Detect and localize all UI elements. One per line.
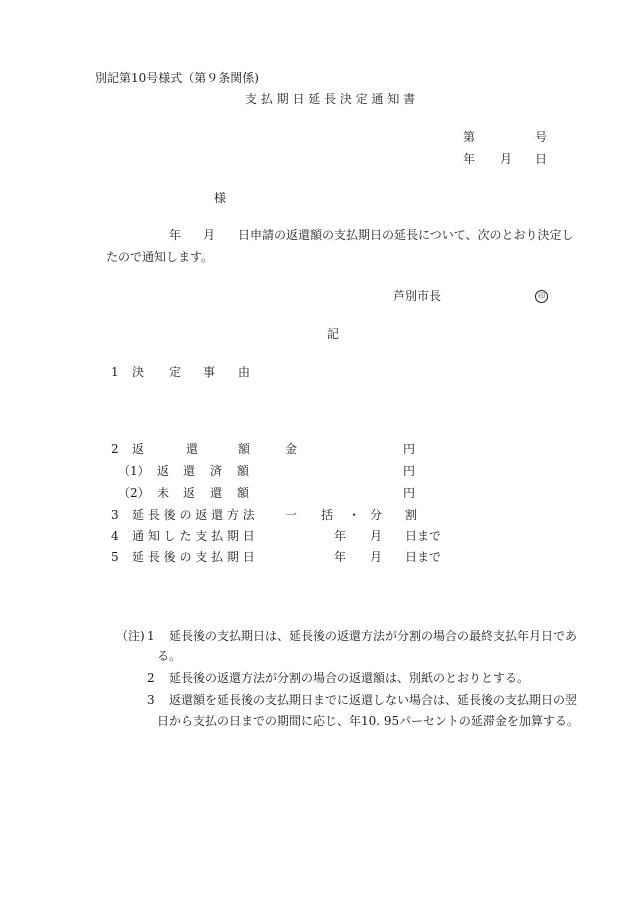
note1-number: 1 — [147, 629, 155, 643]
seal-mark: 印 — [535, 290, 548, 303]
recipient-honorific: 様 — [214, 191, 227, 205]
item2-1-char1: 返 — [157, 464, 170, 478]
item1-number: 1 — [111, 365, 119, 379]
note2-line1: 延長後の返還方法が分割の場合の返還額は、別紙のとおりとする。 — [169, 671, 530, 685]
item4-label: 通 知 し た 支 払 期 日 — [132, 529, 255, 543]
item4-until: 日まで — [405, 529, 442, 543]
item2-2-yen: 円 — [403, 486, 416, 500]
note3-line1: 返還額を延長後の支払期日までに返還しない場合は、延長後の支払期日の翌 — [169, 693, 578, 707]
document-title: 支 払 期 日 延 長 決 定 通 知 書 — [245, 92, 416, 106]
item2-2-char2: 返 — [183, 486, 196, 500]
item4-number: 4 — [111, 529, 119, 543]
item3-option-ikkatsu-1: 一 — [285, 508, 298, 522]
item2-char3: 額 — [238, 442, 251, 456]
body-year: 年 — [169, 228, 182, 242]
date-month: 月 — [500, 152, 513, 166]
item3-option-bunkatsu-2: 割 — [405, 508, 418, 522]
item1-char3: 事 — [203, 365, 216, 379]
note3-line2: 日から支払の日までの期間に応じ、年10. 95パーセントの延滞金を加算する。 — [157, 714, 579, 728]
signer-title: 芦別市長 — [393, 289, 442, 303]
item3-option-bunkatsu-1: 分 — [370, 508, 383, 522]
item1-char1: 決 — [132, 365, 145, 379]
doc-number-dai: 第 — [463, 130, 476, 144]
body-line2: たので通知します。 — [106, 250, 214, 264]
item4-year: 年 — [334, 529, 347, 543]
item2-1-char2: 還 — [183, 464, 196, 478]
ki-heading: 記 — [327, 327, 340, 341]
body-month: 月 — [203, 228, 216, 242]
item2-2-char3: 還 — [210, 486, 223, 500]
item2-1-char3: 済 — [210, 464, 223, 478]
item2-char2: 還 — [186, 442, 199, 456]
item2-1-number: （1） — [118, 464, 150, 478]
item5-until: 日まで — [405, 550, 442, 564]
body-line1: 日申請の返還額の支払期日の延長について、次のとおり決定し — [238, 228, 574, 242]
note3-number: 3 — [147, 693, 155, 707]
form-number: 別記第10号様式（第９条関係) — [95, 71, 259, 85]
item2-1-yen: 円 — [403, 464, 416, 478]
item3-number: 3 — [111, 508, 119, 522]
item3-label: 延 長 後 の 返 還 方 法 — [132, 508, 255, 522]
note1-line1: 延長後の支払期日は、延長後の返還方法が分割の場合の最終支払年月日であ — [169, 629, 578, 643]
note2-number: 2 — [147, 671, 155, 685]
note1-line2: る。 — [157, 649, 182, 663]
date-day: 日 — [535, 152, 548, 166]
item2-char4: 金 — [285, 442, 298, 456]
item3-option-ikkatsu-2: 括 — [321, 508, 334, 522]
item2-2-number: （2） — [118, 486, 150, 500]
notes-label: （注) — [116, 629, 145, 643]
item2-1-char4: 額 — [237, 464, 250, 478]
item5-year: 年 — [334, 550, 347, 564]
item2-yen: 円 — [403, 442, 416, 456]
item3-option-separator: ・ — [348, 508, 361, 522]
item2-2-char4: 額 — [237, 486, 250, 500]
date-year: 年 — [463, 152, 476, 166]
item5-label: 延 長 後 の 支 払 期 日 — [132, 550, 255, 564]
item1-char2: 定 — [169, 365, 182, 379]
item4-month: 月 — [370, 529, 383, 543]
item1-char4: 由 — [238, 365, 251, 379]
doc-number-go: 号 — [535, 130, 548, 144]
item2-number: 2 — [111, 442, 119, 456]
item5-number: 5 — [111, 550, 119, 564]
item2-char1: 返 — [132, 442, 145, 456]
item5-month: 月 — [370, 550, 383, 564]
item2-2-char1: 未 — [157, 486, 170, 500]
